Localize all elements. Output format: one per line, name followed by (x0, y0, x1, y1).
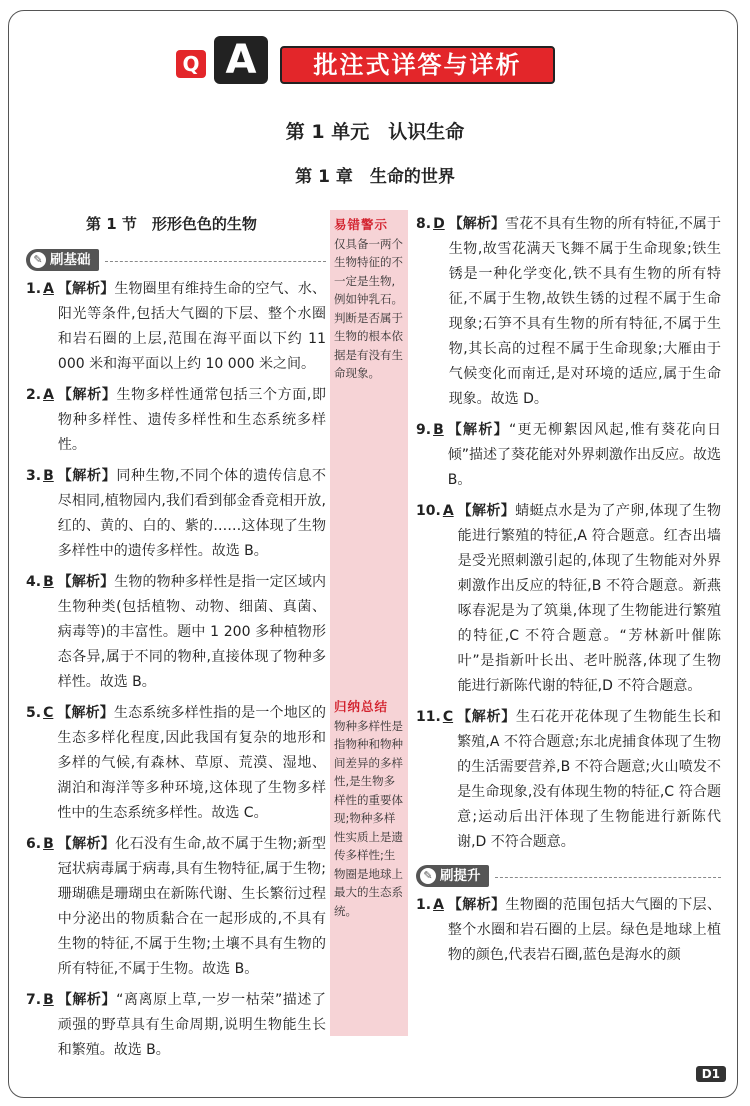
explanation-text: 生物圈里有维持生命的空气、水、阳光等条件,包括大气圈的下层、整个水圈和岩石圈的上层,范围在海平面以下约 11 000 米和海平面以上约 10 000 米之间。 (57, 281, 327, 372)
explanation (58, 832, 326, 982)
answer-item (26, 832, 326, 982)
a-logo: A (214, 36, 268, 84)
side-note-head: 归纳总结 (334, 699, 389, 714)
left-column (26, 212, 326, 1069)
side-notes-strip (330, 210, 408, 1036)
analysis-tag: 【解析】 (57, 281, 115, 297)
improve-answer-list (416, 893, 721, 968)
pencil-icon: ✎ (420, 868, 436, 884)
explanation-text: 同种生物,不同个体的遗传信息不尽相同,植物园内,我们看到郁金香竞相开放,红的、黄的、白的、紫的……这体现了生物多样性中的遗传多样性。故选 B。 (57, 468, 326, 559)
explanation-text: 生石花开花体现了生物能生长和繁殖,A 不符合题意;东北虎捕食体现了生物的生活需要营养,B 不符合题意;火山喷发不是生命现象,没有体现生物的特征,C 符合题意;运动后出汗体现了生物能进行新陈代谢,D 不符合题意。 (457, 709, 722, 850)
explanation (58, 383, 326, 458)
side-note-error (334, 216, 406, 383)
answer-item (416, 418, 721, 493)
answer-letter: D (433, 216, 445, 232)
answer-letter: B (433, 422, 444, 438)
question-number: 4. (26, 574, 42, 590)
unit-title: 第 1 单元 认识生命 (285, 121, 465, 143)
answer-item (26, 701, 326, 826)
answer-letter: C (43, 705, 54, 721)
question-number: 1. (416, 897, 432, 913)
explanation-text: 生物多样性通常包括三个方面,即物种多样性、遗传多样性和生态系统多样性。 (57, 387, 327, 453)
explanation-text: 雪花不具有生物的所有特征,不属于生物,故雪花满天飞舞不属于生命现象;铁生锈是一种化学变化,铁不具有生物的所有特征,不属于生物,故铁生锈的过程不属于生命现象;石笋不具有生物的所有特征,不属于生物,其长高的过程不属于生命现象;大雁由于气候变化而南迁,是对环境的适应,属于生命现象。故选 D。 (448, 216, 722, 407)
explanation-text: 蜻蜓点水是为了产卵,体现了生物能进行繁殖的特征,A 符合题意。红杏出墙是受光照刺激引起的,体现了生物能对外界刺激作出反应的特征,B 不符合题意。新燕啄春泥是为了筑巢,体现了生物能进行繁殖的特征,C 不符合题意。“芳林新叶催陈叶”是指新叶长出、老叶脱落,体现了生物能进行新陈代谢的特征,D 不符合题意。 (457, 503, 721, 694)
question-number: 1. (26, 281, 42, 297)
chapter-title: 第 1 章 生命的世界 (295, 167, 455, 187)
side-note-summary (334, 698, 406, 920)
answer-letter: A (433, 897, 444, 913)
answer-item (26, 383, 326, 458)
explanation (57, 701, 326, 826)
question-number: 2. (26, 387, 42, 403)
answer-letter: C (442, 709, 454, 725)
basic-badge (26, 249, 99, 271)
question-number: 11. (416, 709, 441, 725)
section-title: 第 1 节 形形色色的生物 (86, 215, 257, 233)
explanation-text: “离离原上草,一岁一枯荣”描述了顽强的野草具有生命周期,说明生物能生长和繁殖。故选 B。 (57, 992, 326, 1058)
answer-item (416, 212, 721, 412)
analysis-tag: 【解析】 (447, 422, 509, 438)
side-note-text: 仅具备一两个生物特征的不一定是生物,例如钟乳石。判断是否属于生物的根本依据是有没有生命现象。 (334, 236, 403, 380)
analysis-tag: 【解析】 (57, 574, 115, 590)
explanation-text: “更无柳絮因风起,惟有葵花向日倾”描述了葵花能对外界刺激作出反应。故选 B。 (447, 422, 722, 488)
right-column (416, 212, 721, 974)
answer-item (416, 499, 721, 699)
left-answer-list (26, 277, 326, 1063)
question-number: 7. (26, 992, 42, 1008)
side-note-head: 易错警示 (334, 217, 389, 232)
analysis-tag: 【解析】 (57, 836, 116, 852)
page-number: D1 (696, 1066, 726, 1082)
answer-letter: A (43, 281, 54, 297)
answer-letter: B (43, 574, 54, 590)
explanation (448, 893, 721, 968)
improve-badge (416, 865, 489, 887)
explanation (457, 705, 721, 855)
answer-letter: B (43, 468, 54, 484)
explanation (449, 212, 721, 412)
question-number: 5. (26, 705, 42, 721)
analysis-tag: 【解析】 (57, 387, 117, 403)
title-banner (280, 46, 555, 84)
explanation (448, 418, 721, 493)
answer-letter: B (43, 836, 54, 852)
divider (495, 877, 722, 878)
analysis-tag: 【解析】 (447, 897, 506, 913)
explanation (58, 464, 326, 564)
explanation-text: 生物的物种多样性是指一定区域内生物种类(包括植物、动物、细菌、真菌、病毒等)的丰富性。题中 1 200 多种植物形态各异,属于不同的物种,直接体现了物种多样性。故选 B。 (57, 574, 327, 690)
banner-title: 批注式详答与详析 (313, 51, 522, 79)
explanation (458, 499, 721, 699)
explanation (58, 988, 326, 1063)
badge-label: 刷提升 (440, 867, 481, 884)
explanation-text: 生态系统多样性指的是一个地区的生态多样化程度,因此我国有复杂的地形和多样的气候,有森林、草原、荒漠、湿地、湖泊和海洋等多种环境,这体现了生物多样性中的生态系统多样性。故选 C。 (57, 705, 327, 821)
page-header (0, 30, 750, 100)
basic-badge-line (26, 245, 326, 277)
answer-item (26, 570, 326, 695)
question-number: 3. (26, 468, 42, 484)
answer-item (416, 705, 721, 855)
analysis-tag: 【解析】 (457, 503, 516, 519)
answer-letter: B (43, 992, 54, 1008)
analysis-tag: 【解析】 (57, 468, 117, 484)
analysis-tag: 【解析】 (448, 216, 506, 232)
analysis-tag: 【解析】 (57, 992, 117, 1008)
explanation (58, 570, 326, 695)
analysis-tag: 【解析】 (457, 709, 516, 725)
side-note-text: 物种多样性是指物种和物种间差异的多样性,是生物多样性的重要体现;物种多样性实质上是遗传多样性;生物圈是地球上最大的生态系统。 (334, 718, 403, 918)
explanation (58, 277, 326, 377)
answer-letter: A (442, 503, 454, 519)
question-number: 9. (416, 422, 432, 438)
analysis-tag: 【解析】 (57, 705, 114, 721)
question-number: 8. (416, 216, 432, 232)
right-answer-list (416, 212, 721, 855)
improve-badge-line (416, 861, 721, 893)
explanation-text: 生物圈的范围包括大气圈的下层、整个水圈和岩石圈的上层。绿色是地球上植物的颜色,代表岩石圈,蓝色是海水的颜 (447, 897, 722, 963)
answer-item (416, 893, 721, 968)
answer-item (26, 988, 326, 1063)
question-number: 6. (26, 836, 42, 852)
answer-letter: A (43, 387, 54, 403)
badge-label: 刷基础 (50, 251, 91, 268)
q-logo: Q (176, 50, 206, 78)
explanation-text: 化石没有生命,故不属于生物;新型冠状病毒属于病毒,具有生物特征,属于生物;珊瑚礁是珊瑚虫在新陈代谢、生长繁衍过程中分泌出的物质黏合在一起形成的,不具有生物的特征,不属于生物;土壤不具有生物的所有特征,不属于生物。故选 B。 (57, 836, 327, 977)
answer-item (26, 464, 326, 564)
answer-item (26, 277, 326, 377)
question-number: 10. (416, 503, 441, 519)
pencil-icon: ✎ (30, 252, 46, 268)
divider (105, 261, 327, 262)
